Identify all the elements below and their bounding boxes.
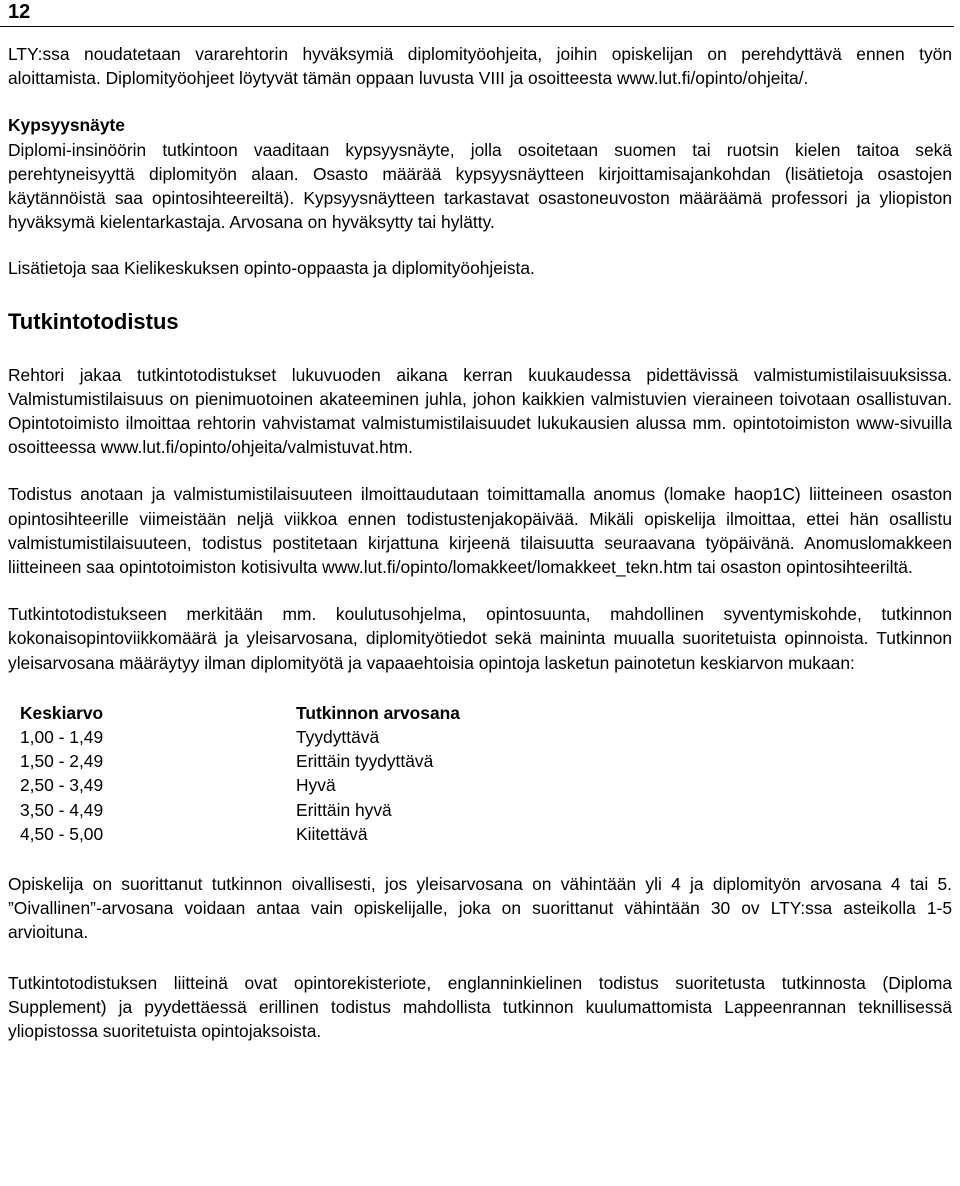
intro-paragraph: LTY:ssa noudatetaan vararehtorin hyväksymiä diplomityöohjeita, joihin opiskelijan on perehdyttävä ennen työn aloittamista. Diplomityöohjeet löytyvät tämän oppaan luvusta VIII ja osoitteesta www.lut.fi/opinto/ohjeita/. (8, 44, 952, 89)
grade-table-row (20, 822, 952, 846)
header-divider (0, 26, 954, 27)
certificate-attachments-paragraph: Tutkintotodistuksen liitteinä ovat opintorekisteriote, englanninkielinen todistus suoritetusta tutkinnosta (Diploma Supplement) ja pyydettäessä erillinen todistus mahdollista tutkinnon kuulumattomista Lappeenrannan teknillisessä yliopistossa suoritetuista opintojaksoista. (8, 972, 952, 1042)
kypsyysnayte-heading: Kypsyysnäyte (8, 115, 125, 136)
average-range: 1,50 - 2,49 (20, 751, 104, 772)
application-paragraph: Todistus anotaan ja valmistumistilaisuuteen ilmoittaudutaan toimittamalla anomus (lomake haop1C) liitteineen osaston opintosihteerille viimeistään neljä viikkoa ennen todistustenjakopäivää. Mikäli opiskelija ilmoittaa, ettei hän osallistu valmistumistilaisuuteen, todistus postitetaan kirjattuna kirjeenä tilaisuutta seuraavana työpäivänä. Anomuslomakkeen liitteineen saa opintotoimiston kotisivulta www.lut.fi/opinto/lomakkeet/lomakkeet_tekn.htm tai osaston opintosihteeriltä. (8, 484, 952, 578)
grade-label: Hyvä (296, 775, 336, 796)
grade-table (20, 701, 952, 846)
average-range: 4,50 - 5,00 (20, 823, 104, 844)
graduation-ceremony-paragraph: Rehtori jakaa tutkintotodistukset lukuvuoden aikana kerran kuukaudessa pidettävissä valmistumistilaisuuksissa. Valmistumistilaisuus on pienimuotoinen akateeminen juhla, johon kaikkien valmistuvien vieraineen toivotaan osallistuvan. Opintotoimisto ilmoittaa rehtorin vahvistamat valmistumistilaisuudet lukukausien alussa mm. opintotoimiston www-sivuilla osoitteessa www.lut.fi/opinto/ohjeita/valmistuvat.htm. (8, 364, 952, 458)
more-info-paragraph: Lisätietoja saa Kielikeskuksen opinto-oppaasta ja diplomityöohjeista. (8, 258, 535, 279)
grade-table-row (20, 725, 952, 749)
document-body (8, 42, 952, 1043)
average-range: 2,50 - 3,49 (20, 775, 104, 796)
grade-table-row (20, 749, 952, 773)
average-column-header: Keskiarvo (20, 702, 104, 723)
grade-label: Tyydyttävä (296, 727, 380, 748)
grade-label: Erittäin tyydyttävä (296, 751, 434, 772)
grade-label: Kiitettävä (296, 823, 368, 844)
kypsyysnayte-paragraph: Diplomi-insinöörin tutkintoon vaaditaan kypsyysnäyte, jolla osoitetaan suomen tai ruotsin kielen taitoa sekä perehtyneisyyttä diplomityön alaan. Osasto määrää kypsyysnäytteen kirjoittamisajankohdan (lisätietoja osastojen käytännöistä saa opintosihteereiltä). Kypsyysnäytteen tarkastavat osastoneuvoston määräämä professori ja yliopiston hyväksymä kielentarkastaja. Arvosana on hyväksytty tai hylätty. (8, 139, 952, 233)
average-range: 3,50 - 4,49 (20, 799, 104, 820)
grade-table-row (20, 773, 952, 797)
excellent-grade-paragraph: Opiskelija on suorittanut tutkinnon oivallisesti, jos yleisarvosana on vähintään yli 4 ja diplomityön arvosana 4 tai 5. ”Oivallinen”-arvosana voidaan antaa vain opiskelijalle, joka on suorittanut vähintään 30 ov LTY:ssa asteikolla 1-5 arvioituna. (8, 874, 952, 943)
page-number: 12 (8, 1, 31, 23)
grade-column-header: Tutkinnon arvosana (296, 702, 460, 723)
grade-table-header (20, 701, 952, 725)
tutkintotodistus-heading: Tutkintotodistus (8, 308, 179, 334)
certificate-content-paragraph: Tutkintotodistukseen merkitään mm. koulutusohjelma, opintosuunta, mahdollinen syventymiskohde, tutkinnon kokonaisopintoviikkomäärä ja yleisarvosana, diplomityötiedot sekä maininta muualla suoritetuista opinnoista. Tutkinnon yleisarvosana määräytyy ilman diplomityötä ja vapaaehtoisia opintoja lasketun painotetun keskiarvon mukaan: (8, 604, 952, 673)
grade-table-row (20, 798, 952, 822)
grade-label: Erittäin hyvä (296, 799, 392, 820)
average-range: 1,00 - 1,49 (20, 727, 104, 748)
